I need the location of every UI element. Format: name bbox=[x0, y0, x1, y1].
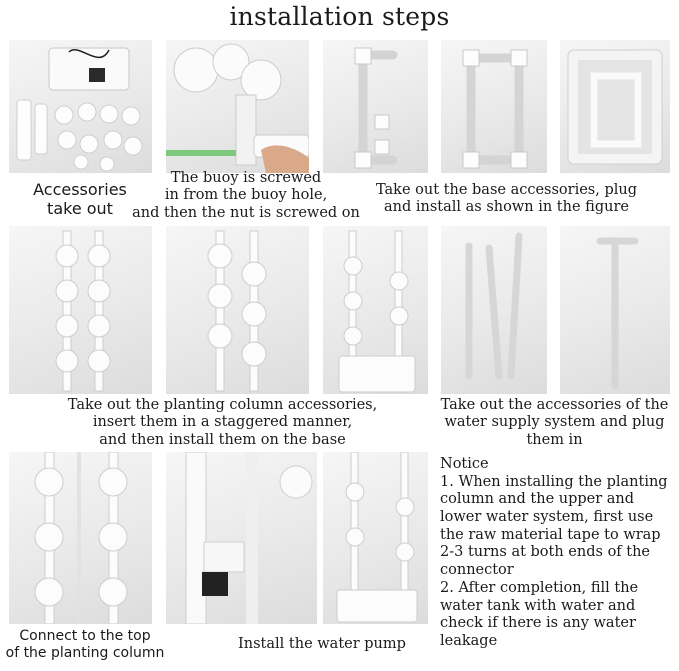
photo-base-1 bbox=[323, 40, 428, 173]
caption-connect-line-2: of the planting column bbox=[5, 644, 165, 661]
caption-planting-line-2: insert them in a staggered manner, bbox=[92, 414, 353, 431]
connect-top-illustration bbox=[9, 452, 152, 624]
planting-columns-on-base-illustration bbox=[323, 226, 428, 394]
planting-columns-illustration-2 bbox=[166, 226, 309, 394]
caption-pump-line-1: Install the water pump bbox=[238, 636, 406, 652]
base-frame-illustration-2 bbox=[441, 40, 547, 173]
caption-planting-line-1: Take out the planting column accessories, bbox=[67, 397, 378, 413]
notice-block bbox=[440, 456, 676, 651]
base-box-illustration bbox=[560, 40, 670, 173]
notice-line: 2-3 turns at both ends of the bbox=[440, 544, 651, 561]
caption-base-line-1: Take out the base accessories, plug bbox=[375, 182, 637, 198]
caption-water-supply-line-2: water supply system and plug bbox=[444, 414, 665, 431]
page-title: installation steps bbox=[229, 2, 450, 31]
notice-line: 2. After completion, fill the bbox=[440, 579, 639, 596]
photo-base-3 bbox=[560, 40, 670, 173]
notice-line: the raw material tape to wrap bbox=[440, 526, 661, 543]
caption-accessories-line-2: take out bbox=[47, 199, 113, 219]
photo-base-2 bbox=[441, 40, 547, 173]
notice-line: lower water system, first use bbox=[440, 509, 654, 526]
caption-planting-line-3: and then install them on the base bbox=[99, 431, 346, 448]
notice-line: 1. When installing the planting bbox=[440, 473, 668, 490]
caption-base bbox=[364, 182, 649, 217]
photo-buoy bbox=[166, 40, 309, 173]
caption-buoy-line-2: in from the buoy hole, bbox=[164, 187, 328, 204]
caption-buoy-line-3: and then the nut is screwed on bbox=[132, 204, 360, 221]
notice-heading: Notice bbox=[440, 456, 489, 472]
water-pipes-illustration bbox=[441, 226, 547, 394]
caption-planting bbox=[40, 397, 405, 449]
photo-water-supply-1 bbox=[441, 226, 547, 394]
notice-line: check if there is any water bbox=[440, 615, 636, 632]
notice-line: water tank with water and bbox=[440, 597, 636, 614]
caption-buoy bbox=[128, 170, 364, 222]
planting-columns-illustration-1 bbox=[9, 226, 152, 394]
caption-water-supply-line-1: Take out the accessories of the bbox=[440, 397, 669, 413]
notice-line: leakage bbox=[440, 632, 498, 649]
caption-water-supply-line-3: them in bbox=[526, 431, 583, 448]
caption-accessories-line-1: Accessories bbox=[33, 180, 127, 199]
caption-water-supply bbox=[432, 397, 677, 449]
photo-planting-2 bbox=[166, 226, 309, 394]
base-frame-illustration-1 bbox=[323, 40, 428, 173]
water-pipe-assembled-illustration bbox=[560, 226, 670, 394]
caption-connect-line-1: Connect to the top bbox=[19, 628, 151, 644]
photo-connect bbox=[9, 452, 152, 624]
photo-water-supply-2 bbox=[560, 226, 670, 394]
notice-line: connector bbox=[440, 562, 514, 579]
notice-line: column and the upper and bbox=[440, 491, 635, 508]
buoy-illustration bbox=[166, 40, 309, 173]
caption-buoy-line-1: The buoy is screwed bbox=[170, 170, 322, 186]
water-pump-illustration bbox=[166, 452, 317, 624]
photo-planting-3 bbox=[323, 226, 428, 394]
photo-accessories bbox=[9, 40, 152, 173]
caption-pump bbox=[232, 636, 412, 653]
accessories-illustration bbox=[9, 40, 152, 173]
photo-planting-1 bbox=[9, 226, 152, 394]
photo-pump bbox=[166, 452, 317, 624]
caption-connect bbox=[4, 628, 166, 662]
final-assembly-illustration bbox=[323, 452, 428, 624]
caption-base-line-2: and install as shown in the figure bbox=[384, 199, 629, 216]
photo-final bbox=[323, 452, 428, 624]
